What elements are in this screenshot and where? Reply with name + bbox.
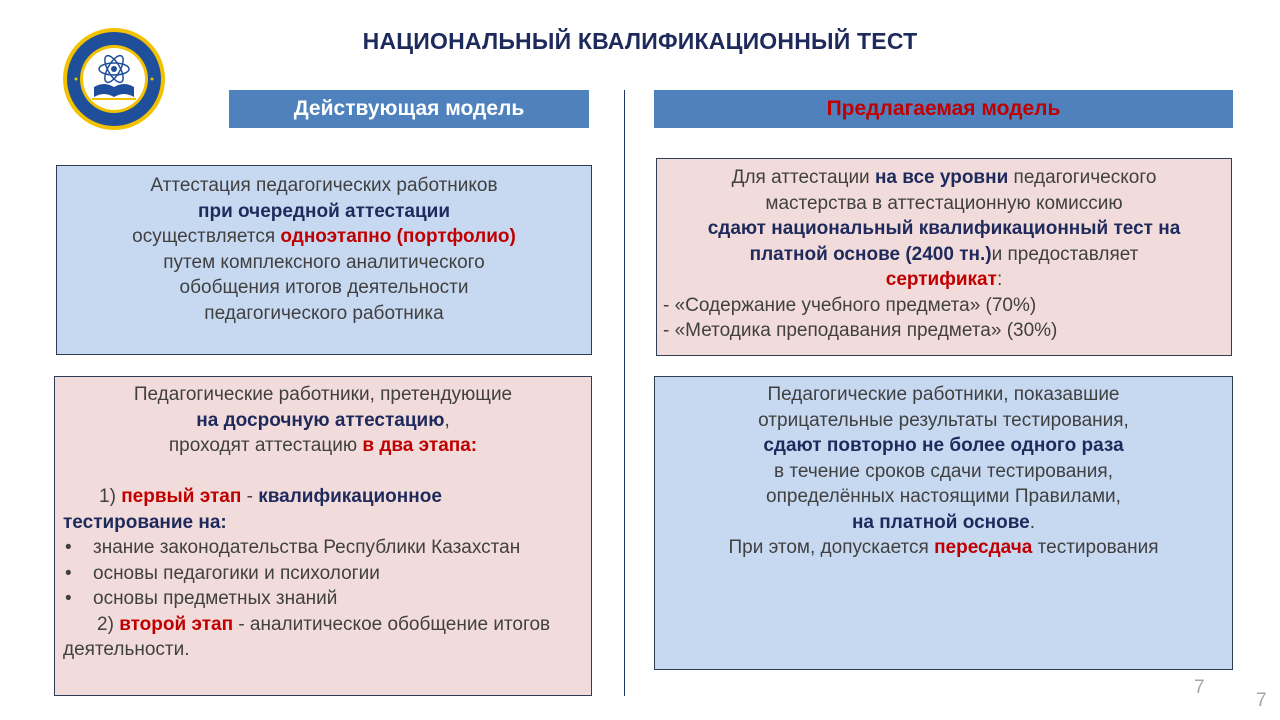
spacer (63, 459, 583, 485)
text-line: на досрочную аттестацию, (196, 409, 450, 431)
proposed-test-box (656, 158, 1232, 356)
current-regular-attestation-box (56, 165, 592, 355)
current-model-header: Действующая модель (229, 90, 589, 128)
list-item: • знание законодательства Республики Казахстан (63, 535, 583, 561)
text-line: платной основе (2400 тн.)и предоставляет (749, 243, 1139, 265)
text-line: обобщения итогов деятельности (179, 277, 469, 298)
text-line: сдают национальный квалификационный тест на (707, 218, 1181, 239)
text-line: Педагогические работники, показавшие (767, 384, 1120, 405)
page-number: 7 (1194, 677, 1205, 698)
topic-list (63, 535, 583, 612)
text-line: При этом, допускается пересдача тестирования (728, 537, 1159, 558)
text-line: Для аттестации на все уровни педагогического (731, 167, 1157, 188)
text-line: в течение сроков сдачи тестирования, (774, 460, 1113, 482)
current-early-attestation-box (54, 376, 592, 696)
text-line: педагогического работника (204, 302, 444, 324)
text-line: сдают повторно не более одного раза (763, 435, 1124, 456)
stage-two: 2) второй этап - аналитическое обобщение итогов деятельности. (63, 613, 551, 660)
text-line: определённых настоящими Правилами, (766, 486, 1121, 507)
list-item: • основы предметных знаний (63, 586, 583, 612)
text-line: при очередной аттестации (197, 200, 451, 222)
proposed-model-header: Предлагаемая модель (654, 90, 1233, 128)
text-line: на платной основе. (851, 511, 1036, 533)
text-line: путем комплексного аналитического (163, 251, 485, 273)
text-line: Аттестация педагогических работников (150, 175, 498, 196)
column-divider (624, 90, 625, 696)
ministry-emblem-icon (62, 27, 166, 131)
stage-one: 1) первый этап - квалификационное тестирование на: (63, 486, 442, 533)
text-line: Педагогические работники, претендующие (133, 384, 513, 405)
text-line: сертификат: (885, 269, 1003, 290)
text-line: мастерства в аттестационную комиссию (765, 192, 1123, 214)
text-line: - «Методика преподавания предмета» (30%) (663, 320, 1058, 341)
text-line: - «Содержание учебного предмета» (70%) (663, 294, 1037, 316)
text-line: отрицательные результаты тестирования, (758, 409, 1129, 431)
text-line: осуществляется одноэтапно (портфолио) (132, 226, 516, 247)
proposed-retake-box (654, 376, 1233, 670)
text-line: проходят аттестацию в два этапа: (168, 435, 478, 456)
page-title: НАЦИОНАЛЬНЫЙ КВАЛИФИКАЦИОННЫЙ ТЕСТ (362, 28, 918, 54)
page-number: 7 (1256, 690, 1267, 711)
list-item: • основы педагогики и психологии (63, 561, 583, 587)
